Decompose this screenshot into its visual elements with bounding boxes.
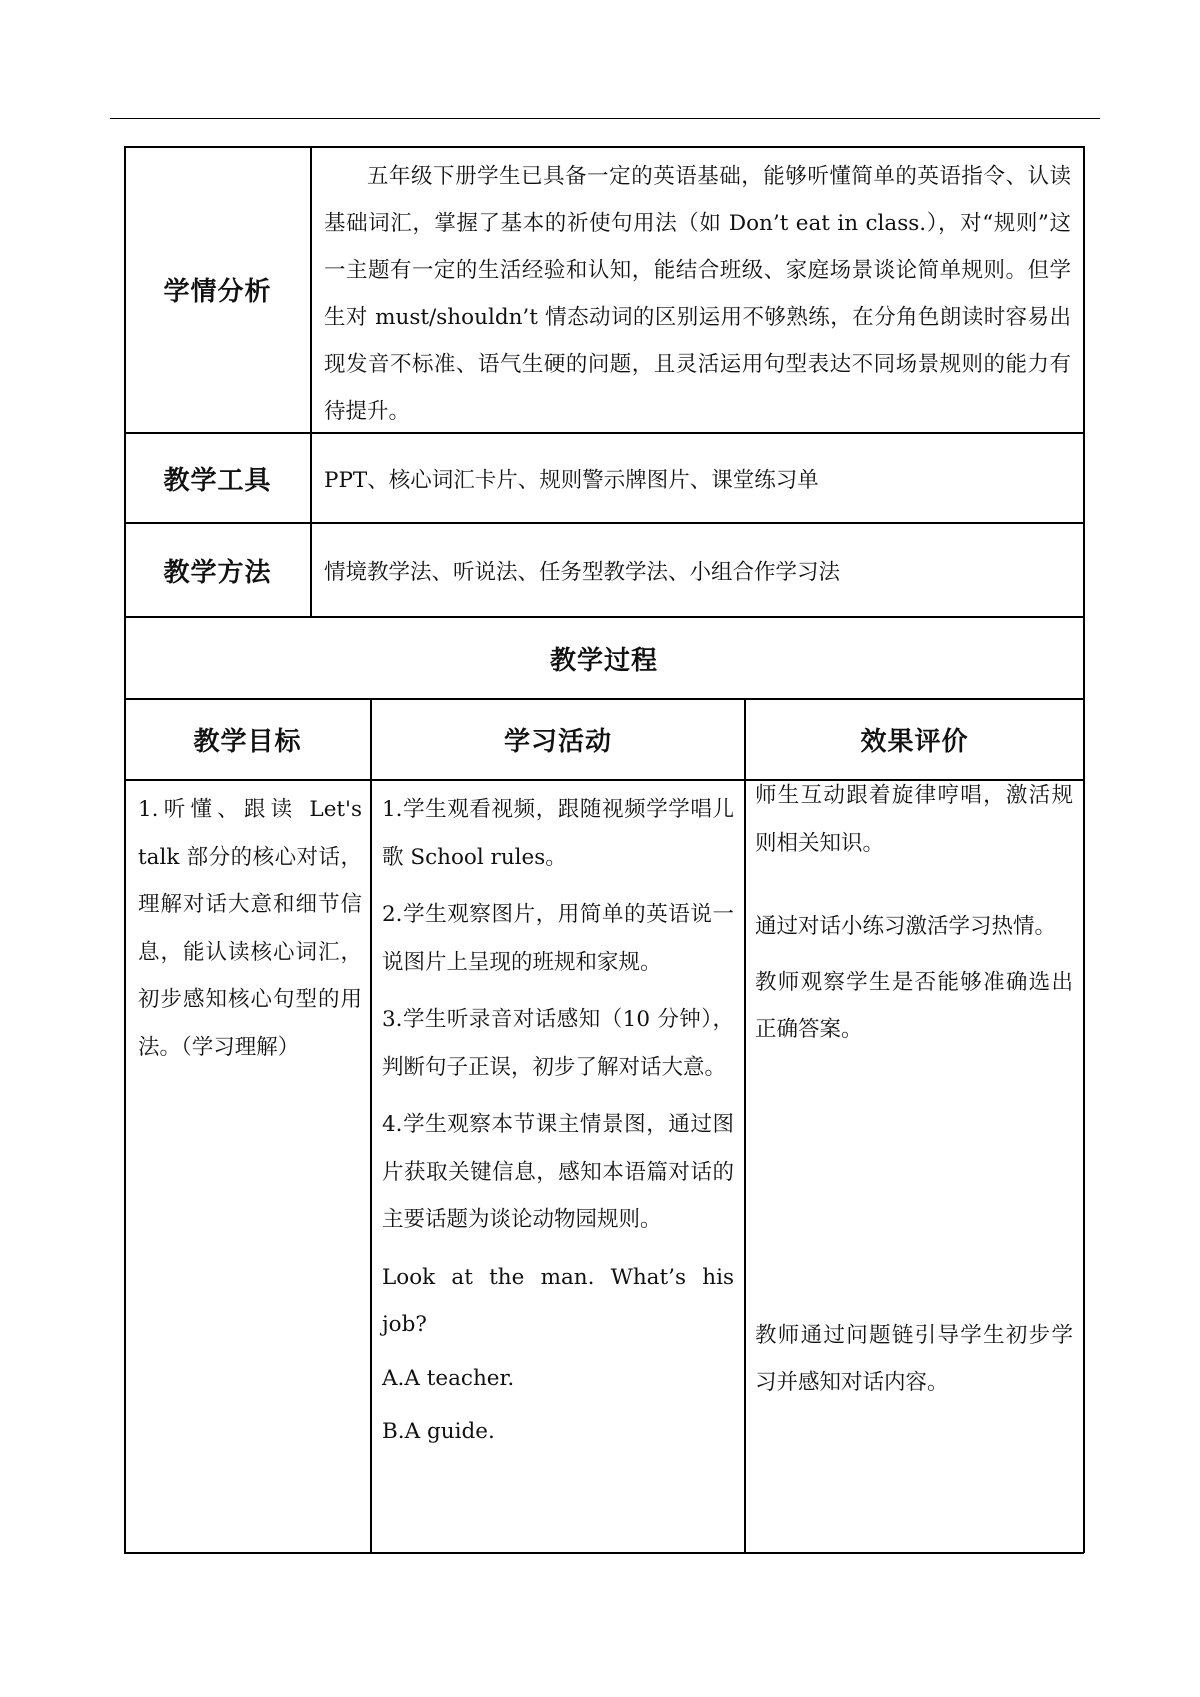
process-column-divider <box>370 698 372 1553</box>
header-activities: 学习活动 <box>503 727 612 757</box>
evaluation-cell <box>755 772 1073 1417</box>
objective-cell <box>138 786 362 1081</box>
activities-cell <box>382 786 734 1462</box>
activity-item: 1.学生观看视频，跟随视频学学唱儿歌 School rules。 <box>382 797 734 870</box>
answer-option-a: A.A teacher. <box>382 1365 515 1391</box>
methods-content: 情境教学法、听说法、任务型教学法、小组合作学习法 <box>324 559 841 585</box>
process-column-divider <box>744 698 746 1553</box>
process-title: 教学过程 <box>549 645 658 676</box>
activity-item: 2.学生观察图片，用简单的英语说一说图片上呈现的班规和家规。 <box>382 902 734 975</box>
objective-text: 1.听懂、跟读 Let's talk 部分的核心对话，理解对话大意和细节信息，能认读核心词汇，初步感知核心句型的用法。（学习理解） <box>138 797 362 1060</box>
table-border-bottom <box>124 1552 1084 1554</box>
methods-label: 教学方法 <box>163 557 272 588</box>
activity-item: 3.学生听录音对话感知（10 分钟），判断句子正误，初步了解对话大意。 <box>382 1007 734 1080</box>
table-border-right <box>1083 146 1085 1553</box>
evaluation-gap <box>755 1054 1073 1312</box>
evaluation-item: 教师通过问题链引导学生初步学习并感知对话内容。 <box>755 1322 1073 1395</box>
answer-option-b: B.A guide. <box>382 1419 495 1444</box>
evaluation-item: 师生互动跟着旋律哼唱，激活规则相关知识。 <box>755 783 1073 856</box>
header-objectives: 教学目标 <box>193 727 302 757</box>
question-text: Look at the man. What’s his job? <box>382 1264 734 1337</box>
evaluation-item: 教师观察学生是否能够准确选出正确答案。 <box>755 969 1073 1042</box>
analysis-label: 学情分析 <box>163 277 272 307</box>
tools-label: 教学工具 <box>163 465 272 496</box>
evaluation-item: 通过对话小练习激活学习热情。 <box>755 914 1057 939</box>
tools-content: PPT、核心词汇卡片、规则警示牌图片、课堂练习单 <box>324 467 819 493</box>
analysis-content: 五年级下册学生已具备一定的英语基础，能够听懂简单的英语指令、认读基础词汇，掌握了基本的祈使句用法（如 Don’t eat in class.），对“规则”这一主题有一定的生活经验和认知，能结合班级、家庭场景谈论简单规则。但学生对 must/shouldn’t 情态动词的区别运用不够熟练，在分角色朗读时容易出现发音不标准、语气生硬的问题，且灵活运用句型表达不同场景规则的能力有待提升。 <box>324 164 1071 424</box>
activity-item: 4.学生观察本节课主情景图，通过图片获取关键信息，感知本语篇对话的主要话题为谈论动物园规则。 <box>382 1112 734 1232</box>
header-evaluation: 效果评价 <box>860 727 969 757</box>
